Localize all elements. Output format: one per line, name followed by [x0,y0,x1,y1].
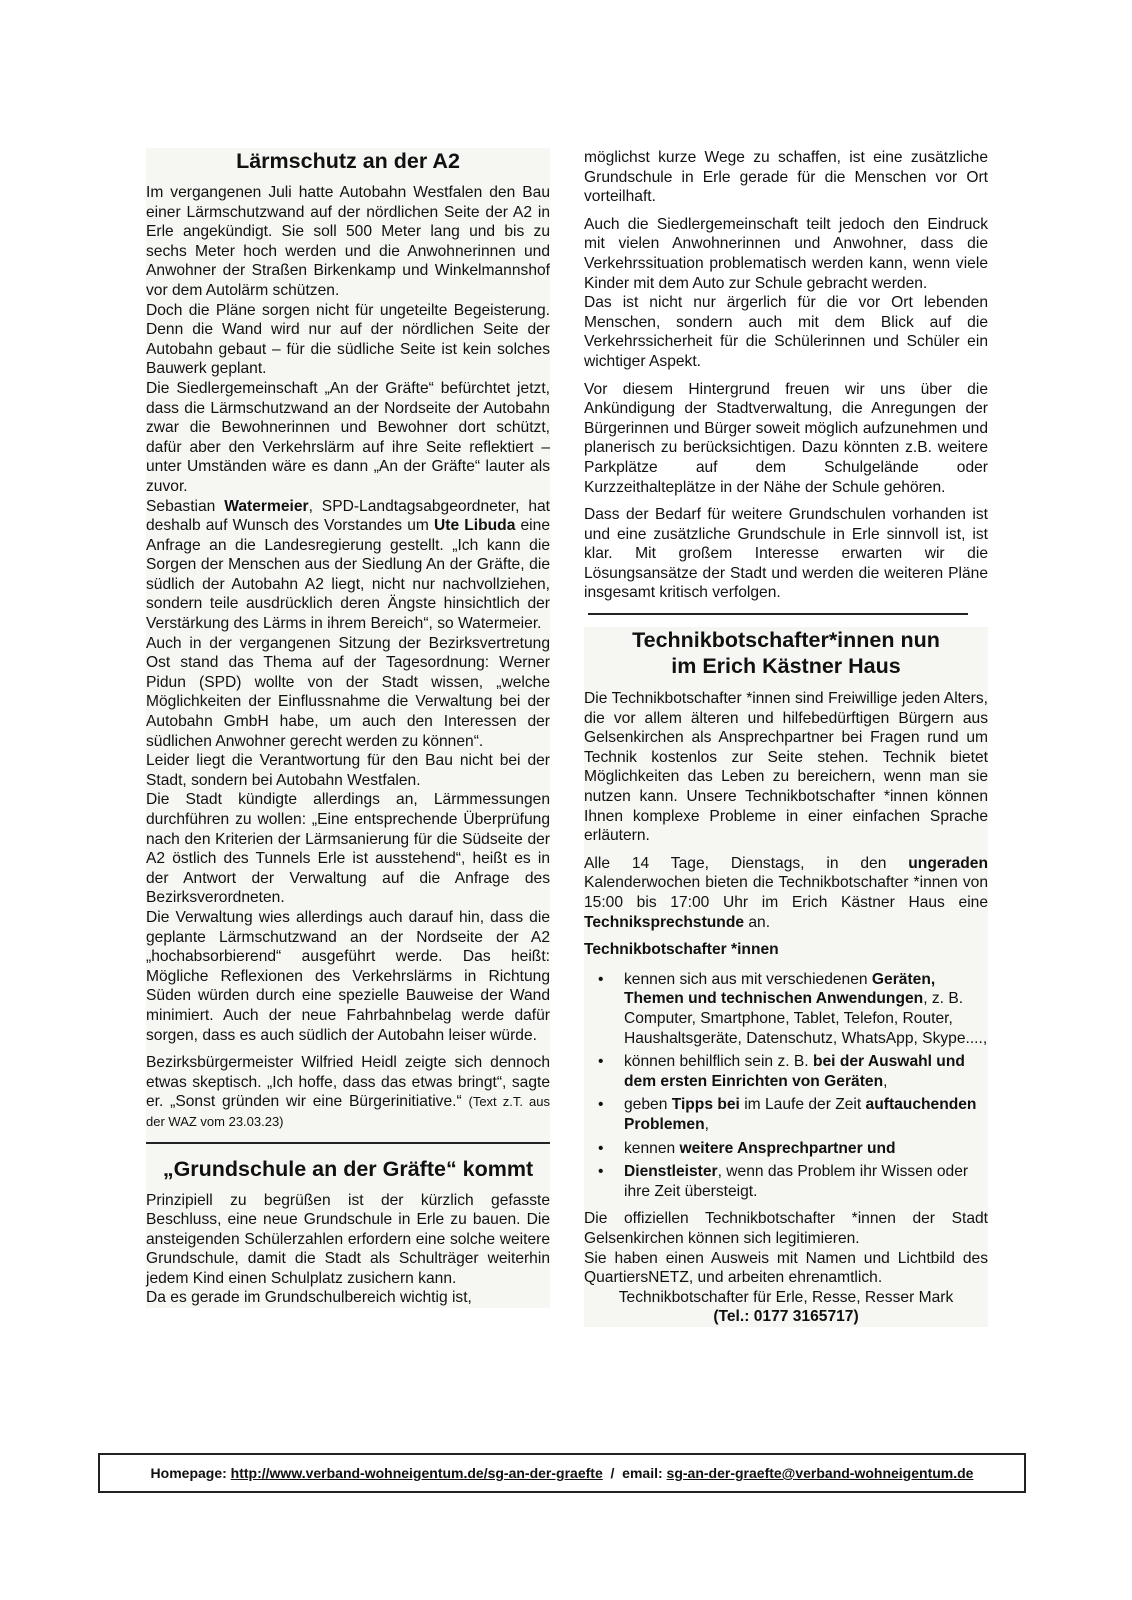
paragraph: Prinzipiell zu begrüßen ist der kürzlich gefasste Beschluss, eine neue Grundschule in Erle zu bauen. Die ansteigenden Schülerzahlen erfordern eine solche weitere Grundschule, damit die Stadt als Schulträger weiterhin jedem Kind einen Schulplatz zusichern kann. [146,1191,550,1287]
text: , z. B. Computer, Smartphone, Tablet, Telefon, Router, Haushaltsgeräte, Datenschutz, WhatsApp, Skype...., [624,990,988,1047]
paragraph: Die offiziellen Technikbotschafter *innen der Stadt Gelsenkirchen können sich legitimieren. [584,1210,988,1247]
paragraph: Die Technikbotschafter *innen sind Freiwillige jeden Alters, die vor allem älteren und hilfebedürftigen Bürgern aus Gelsenkirchen als Ansprechpartner bei Fragen rund um Technik kostenlos zur Seite stehen. Technik bietet Möglichkeiten das Leben zu bereichern, wenn man sie nutzen kann. Unsere Technikbotschafter *innen können Ihnen komplexe Probleme in einer einfachen Sprache erläutern. [584,690,988,845]
name-libuda: Ute Libuda [434,517,516,535]
source-note: (Text z.T. aus der WAZ vom 23.03.23) [146,1094,550,1129]
bullet-list [584,970,988,1202]
text: können behilflich sein z. B. [624,1053,813,1071]
divider [588,613,968,615]
text: Kalenderwochen bieten die Technikbotschafter *innen von 15:00 bis 17:00 Uhr im Erich Kästner Haus eine [584,874,988,911]
title-line: im Erich Kästner Haus [671,654,901,679]
list-item [584,1139,988,1159]
paragraph: Doch die Pläne sorgen nicht für ungeteilte Begeisterung. Denn die Wand wird nur auf der nördlichen Seite der Autobahn gebaut – für die südliche Seite ist kein solches Bauwerk geplant. [146,301,550,378]
text: , [704,1115,709,1133]
technikbotschafter-section [584,627,988,1327]
emphasis: Techniksprechstunde [584,913,745,931]
paragraph [146,497,550,634]
text: kennen sich aus mit verschiedenen [624,970,872,988]
emphasis: Dienstleister [624,1163,718,1181]
subheading-text: Technikbotschafter *innen [584,941,779,959]
paragraph: Da es gerade im Grundschulbereich wichtig ist, [146,1289,472,1307]
right-column [584,148,988,1327]
text: , wenn das Problem ihr Wissen oder ihre Zeit übersteigt. [624,1163,969,1200]
subheading [584,940,988,960]
email-link[interactable]: sg-an-der-graefte@verband-wohneigentum.de [666,1465,974,1481]
emphasis: Tipps bei [671,1096,740,1114]
contact-line: Technikbotschafter für Erle, Resse, Resser Mark [618,1288,954,1306]
footer-box [98,1453,1026,1493]
text: Alle 14 Tage, Dienstags, in den [584,854,909,872]
emphasis: weitere Ansprechpartner und [679,1139,896,1157]
paragraph: Auch in der vergangenen Sitzung der Bezirksvertretung Ost stand das Thema auf der Tagesordnung: Werner Pidun (SPD) wollte von der Stadt wissen, „welche Möglichkeiten der Einflussnahme die Verwaltung bei der Autobahn GmbH habe, um auch den Interessen der südlichen Anwohner gerecht werden zu können“. [146,634,550,750]
paragraph [146,1053,550,1131]
paragraph: Die Stadt kündigte allerdings an, Lärmmessungen durchführen zu wollen: „Eine entsprechende Überprüfung nach den Kriterien der Lärmsanierung für die Südseite der A2 östlich des Tunnels Erle ist ausstehend“, heißt es in der Antwort der Verwaltung auf die Anfrage des Bezirksverordneten. [146,791,550,907]
name-watermeier: Watermeier [224,497,309,515]
text: geben [624,1096,672,1114]
emphasis: bei der Auswahl und dem ersten Einrichten von Geräten [624,1053,965,1090]
bullet-icon: • [598,970,604,988]
paragraph: Sie haben einen Ausweis mit Namen und Lichtbild des QuartiersNETZ, und arbeiten ehrenamtlich. [584,1249,988,1287]
article-title-laermschutz: Lärmschutz an der A2 [236,149,460,173]
list-item [584,1052,988,1091]
paragraph: Dass der Bedarf für weitere Grundschulen vorhanden ist und eine zusätzliche Grundschule in Erle sinnvoll ist, ist klar. Mit großem Interesse erwarten wir die Lösungsansätze der Stadt und werden die weiteren Pläne insgesamt kritisch verfolgen. [584,506,988,602]
paragraph: Das ist nicht nur ärgerlich für die vor Ort lebenden Menschen, sondern auch mit dem Blick auf die Verkehrssicherheit für die Schülerinnen und Schüler ein wichtiger Aspekt. [584,294,988,370]
contact-phone [584,1307,988,1327]
text: kennen [624,1139,680,1157]
bullet-icon: • [598,1053,604,1071]
bullet-icon: • [598,1139,604,1157]
paragraph: Vor diesem Hintergrund freuen wir uns über die Ankündigung der Stadtverwaltung, die Anregungen der Bürgerinnen und Bürger soweit möglich aufzunehmen und planerisch zu berücksichtigen. Dazu könnten z.B. weitere Parkplätze auf dem Schulgelände oder Kurzzeithalteplätze in der Nähe der Schule gehören. [584,380,988,496]
text: , SPD-Landtagsabgeordneter, hat deshalb auf Wunsch des Vorstandes um [146,497,550,535]
list-item [584,1095,988,1134]
homepage-link[interactable]: http://www.verband-wohneigentum.de/sg-an-der-graefte [230,1465,603,1481]
text: an. [744,913,771,931]
paragraph: Im vergangenen Juli hatte Autobahn Westfalen den Bau einer Lärmschutzwand auf der nördlichen Seite der A2 in Erle angekündigt. Sie soll 500 Meter lang und bis zu sechs Meter hoch werden und die Anwohnerinnen und Anwohner der Straßen Birkenkamp und Winkelmannshof vor dem Autolärm schützen. [146,184,550,299]
emphasis: ungeraden [908,854,988,872]
title-line: Technikbotschafter*innen nun [632,628,940,653]
paragraph: möglichst kurze Wege zu schaffen, ist eine zusätzliche Grundschule in Erle gerade für die Menschen vor Ort vorteilhaft. [584,149,988,206]
text: Bezirksbürgermeister Wilfried Heidl zeigte sich dennoch etwas skeptisch. „Ich hoffe, dass das etwas bringt“, sagte er. „Sonst gründen wir eine Bürgerinitiative.“ [146,1054,550,1111]
text: im Laufe der Zeit [739,1096,866,1114]
homepage-label: Homepage: [150,1465,231,1481]
emphasis: Geräten, Themen und technischen Anwendungen [624,970,936,1008]
left-column [146,148,550,1308]
paragraph: Die Siedlergemeinschaft „An der Gräfte“ befürchtet jetzt, dass die Lärmschutzwand an der Nordseite der Autobahn zwar die Bewohnerinnen und Bewohner dort schützt, dafür aber den Verkehrslärm auf ihre Seite reflektiert – unter Umständen wäre es dann „An der Gräfte“ lauter als zuvor. [146,379,550,495]
text: eine Anfrage an die Landesregierung gestellt. „Ich kann die Sorgen der Menschen aus der Siedlung An der Gräfte, die südlich der Autobahn A2 liegt, nicht nur nachvollziehen, sondern teile ausdrücklich deren Ängste hinsichtlich der Verstärkung des Lärms in ihrem Bereich“, so Watermeier. [146,517,550,633]
paragraph: Leider liegt die Verantwortung für den Bau nicht bei der Stadt, sondern bei Autobahn Westfalen. [146,752,550,789]
divider [146,1142,550,1144]
emphasis: auftauchenden Problemen [624,1096,977,1133]
bullet-icon: • [598,1096,604,1114]
article-title-grundschule: „Grundschule an der Gräfte“ kommt [162,1156,534,1181]
list-item [584,970,988,1048]
bullet-icon: • [598,1163,604,1181]
text: Sebastian [146,497,225,515]
article-title-technikbotschafter [584,627,988,679]
paragraph: Die Verwaltung wies allerdings auch darauf hin, dass die geplante Lärmschutzwand an der Nordseite der A2 „hochabsorbierend“ ausgeführt werde. Das heißt: Mögliche Reflexionen des Verkehrslärms in Richtung Süden würden durch eine spezielle Bauweise der Wand minimiert. Auch der neue Fahrbahnbelag werde dafür sorgen, dass es auch südlich der Autobahn leiser würde. [146,908,550,1044]
phone-number: (Tel.: 0177 3165717) [713,1308,859,1326]
paragraph: Auch die Siedlergemeinschaft teilt jedoch den Eindruck mit vielen Anwohnerinnen und Anwohner, dass die Verkehrssituation problematisch werden kann, wenn viele Kinder mit dem Auto zur Schule gebracht werden. [584,215,988,292]
paragraph [584,854,988,932]
text: , [883,1072,888,1090]
list-item [584,1162,988,1201]
email-label: / email: [602,1465,667,1481]
